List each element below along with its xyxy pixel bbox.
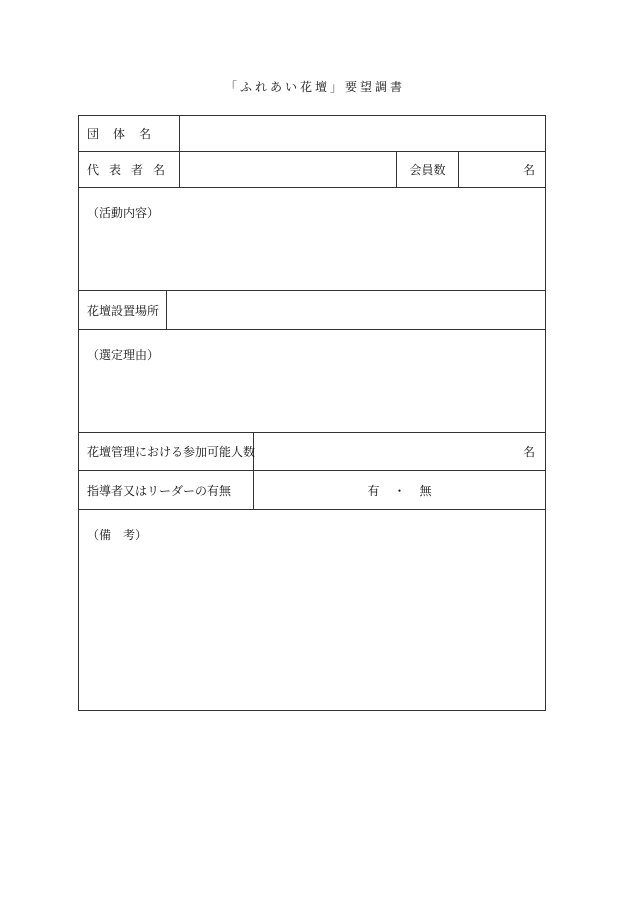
representative-row	[79, 152, 545, 188]
participants-field[interactable]	[254, 433, 545, 470]
activity-row[interactable]	[79, 188, 545, 291]
group-name-field[interactable]	[180, 116, 545, 151]
reason-label: （選定理由）	[87, 348, 160, 362]
member-count-label: 会員数	[397, 152, 459, 187]
remarks-row[interactable]	[79, 510, 545, 710]
location-field[interactable]	[167, 291, 545, 329]
participants-unit: 名	[522, 445, 535, 459]
location-row	[79, 291, 545, 330]
member-count-field[interactable]	[459, 152, 545, 187]
leader-choice	[254, 471, 545, 509]
request-form	[78, 115, 546, 711]
activity-label: （活動内容）	[87, 206, 160, 220]
location-label: 花壇設置場所	[79, 291, 167, 329]
remarks-label: （備 考）	[87, 528, 148, 542]
group-name-row	[79, 116, 545, 152]
member-count-unit: 名	[522, 163, 535, 177]
group-name-label: 団体名	[79, 116, 180, 151]
leader-yes-option[interactable]: 有	[367, 483, 380, 498]
leader-label: 指導者又はリーダーの有無	[79, 471, 254, 509]
participants-row	[79, 433, 545, 471]
leader-no-option[interactable]: 無	[419, 483, 432, 498]
document-title: 「ふれあい花壇」要望調書	[224, 80, 405, 94]
representative-field[interactable]	[180, 152, 397, 187]
representative-label: 代表者名	[79, 152, 180, 187]
leader-row	[79, 471, 545, 510]
reason-row[interactable]	[79, 330, 545, 433]
leader-separator: ・	[393, 483, 406, 498]
participants-label: 花壇管理における参加可能人数	[79, 433, 254, 470]
